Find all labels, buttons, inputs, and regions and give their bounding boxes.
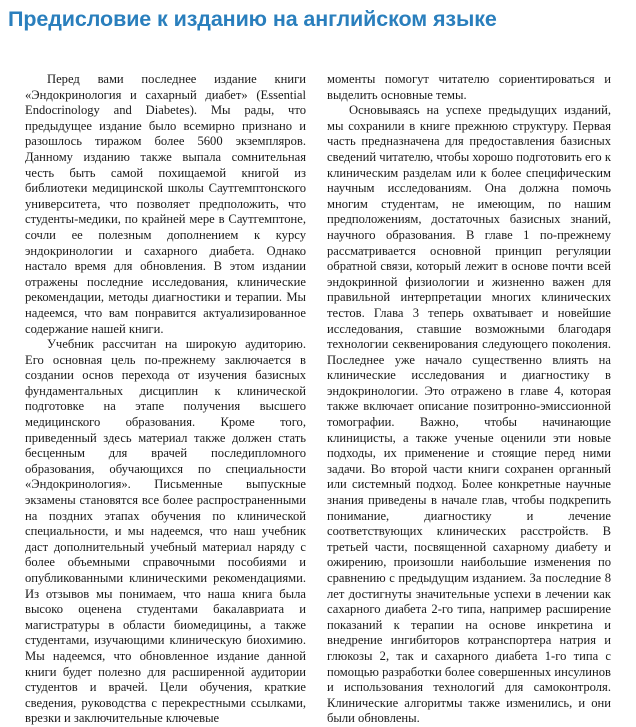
page-title: Предисловие к изданию на английском языке: [8, 7, 497, 31]
left-column: [25, 72, 306, 727]
paragraph: Учебник рассчитан на широкую аудиторию. Его основная цель по-прежнему заключается в создании основ перехода от изучения базисных фундаментальных дисциплин к клинической подготовке на этапе получения высшего медицинского образования. Кроме того, приведенный здесь материал также должен стать бесценным для врачей последипломного образования, обучающихся по специальности «Эндокринология». Письменные выпускные экзамены становятся все более распространенными на поздних этапах обучения по клинической специальности, и мы надеемся, что наш учебник даст дополнительный учебный материал наряду с более объемными справочными пособиями и опубликованными клиническими рекомендациями. Из отзывов мы понимаем, что наша книга была высоко оценена студентами бакалавриата и магистратуры в области биомедицины, а также студентами, изучающими клиническую биохимию. Мы надеемся, что обновленное издание данной книги будет полезно для расширенной аудитории студентов и врачей. Цели обучения, краткие сведения, руководства с перекрестными ссылками, врезки и заключительные ключевые: [25, 337, 306, 726]
right-column: [327, 72, 611, 727]
paragraph: Основываясь на успехе предыдущих изданий, мы сохранили в книге прежнюю структуру. Первая часть предназначена для предоставления базисных сведений читателю, чтобы хорошо подготовить его к клиническим разделам или к более специфическим научным исследованиям. Она должна помочь многим студентам, не имеющим, по нашим предположениям, достаточных базисных знаний, научного образования. В главе 1 по-прежнему рассматривается основной принцип регуляции обратной связи, который лежит в основе почти всей эндокринной физиологии и жизненно важен для правильной интерпретации многих клинических тестов. Глава 3 теперь охватывает и новейшие исследования, ставшие возможными благодаря технологии секвенирования следующего поколения. Последнее уже начало существенно влиять на клинические исследования и диагностику в эндокринологии. Это отражено в главе 4, которая также включает описание позитронно-эмиссионной томографии. Важно, чтобы начинающие клиницисты, а также ученые оценили эти новые подходы, их применение и стоящие перед ними задачи. Во второй части книги сохранен органный или системный подход. Более конкретные научные знания приведены в начале глав, чтобы подкрепить понимание, диагностику и лечение соответствующих клинических расстройств. В третьей части, посвященной сахарному диабету и ожирению, произошли наибольшие изменения по сравнению с предыдущим изданием. За последние 8 лет достигнуты значительные успехи в лечении как сахарного диабета 2-го типа, например расширение показаний к терапии на основе инкретина и внедрение ингибиторов котранспортера натрия и глюкозы 2, так и сахарного диабета 1-го типа с помощью разработки более совершенных инсулинов и использования технологий для самоконтроля. Клинические алгоритмы также изменились, и они были обновлены.: [327, 103, 611, 726]
paragraph-continuation: моменты помогут читателю сориентироваться и выделить основные темы.: [327, 72, 611, 102]
paragraph: Перед вами последнее издание книги «Эндокринология и сахарный диабет» (Essential Endocrinology and Diabetes). Мы рады, что предыдущее издание было всемирно признано и разошлось тиражом более 5600 экземпляров. Данному изданию также выпала сомнительная честь быть самой похищаемой книгой из библиотеки медицинской школы Саутгемптонского университета, что позволяет предположить, что студенты-медики, по крайней мере в Саутгемптоне, сочли ее полезным дополнением к курсу эндокринологии и сахарного диабета. Однако настало время для обновления. В этом издании отражены последние исследования, клинические рекомендации, методы диагностики и терапии. Мы надеемся, что вам понравится актуализированное содержание нашей книги.: [25, 72, 306, 336]
